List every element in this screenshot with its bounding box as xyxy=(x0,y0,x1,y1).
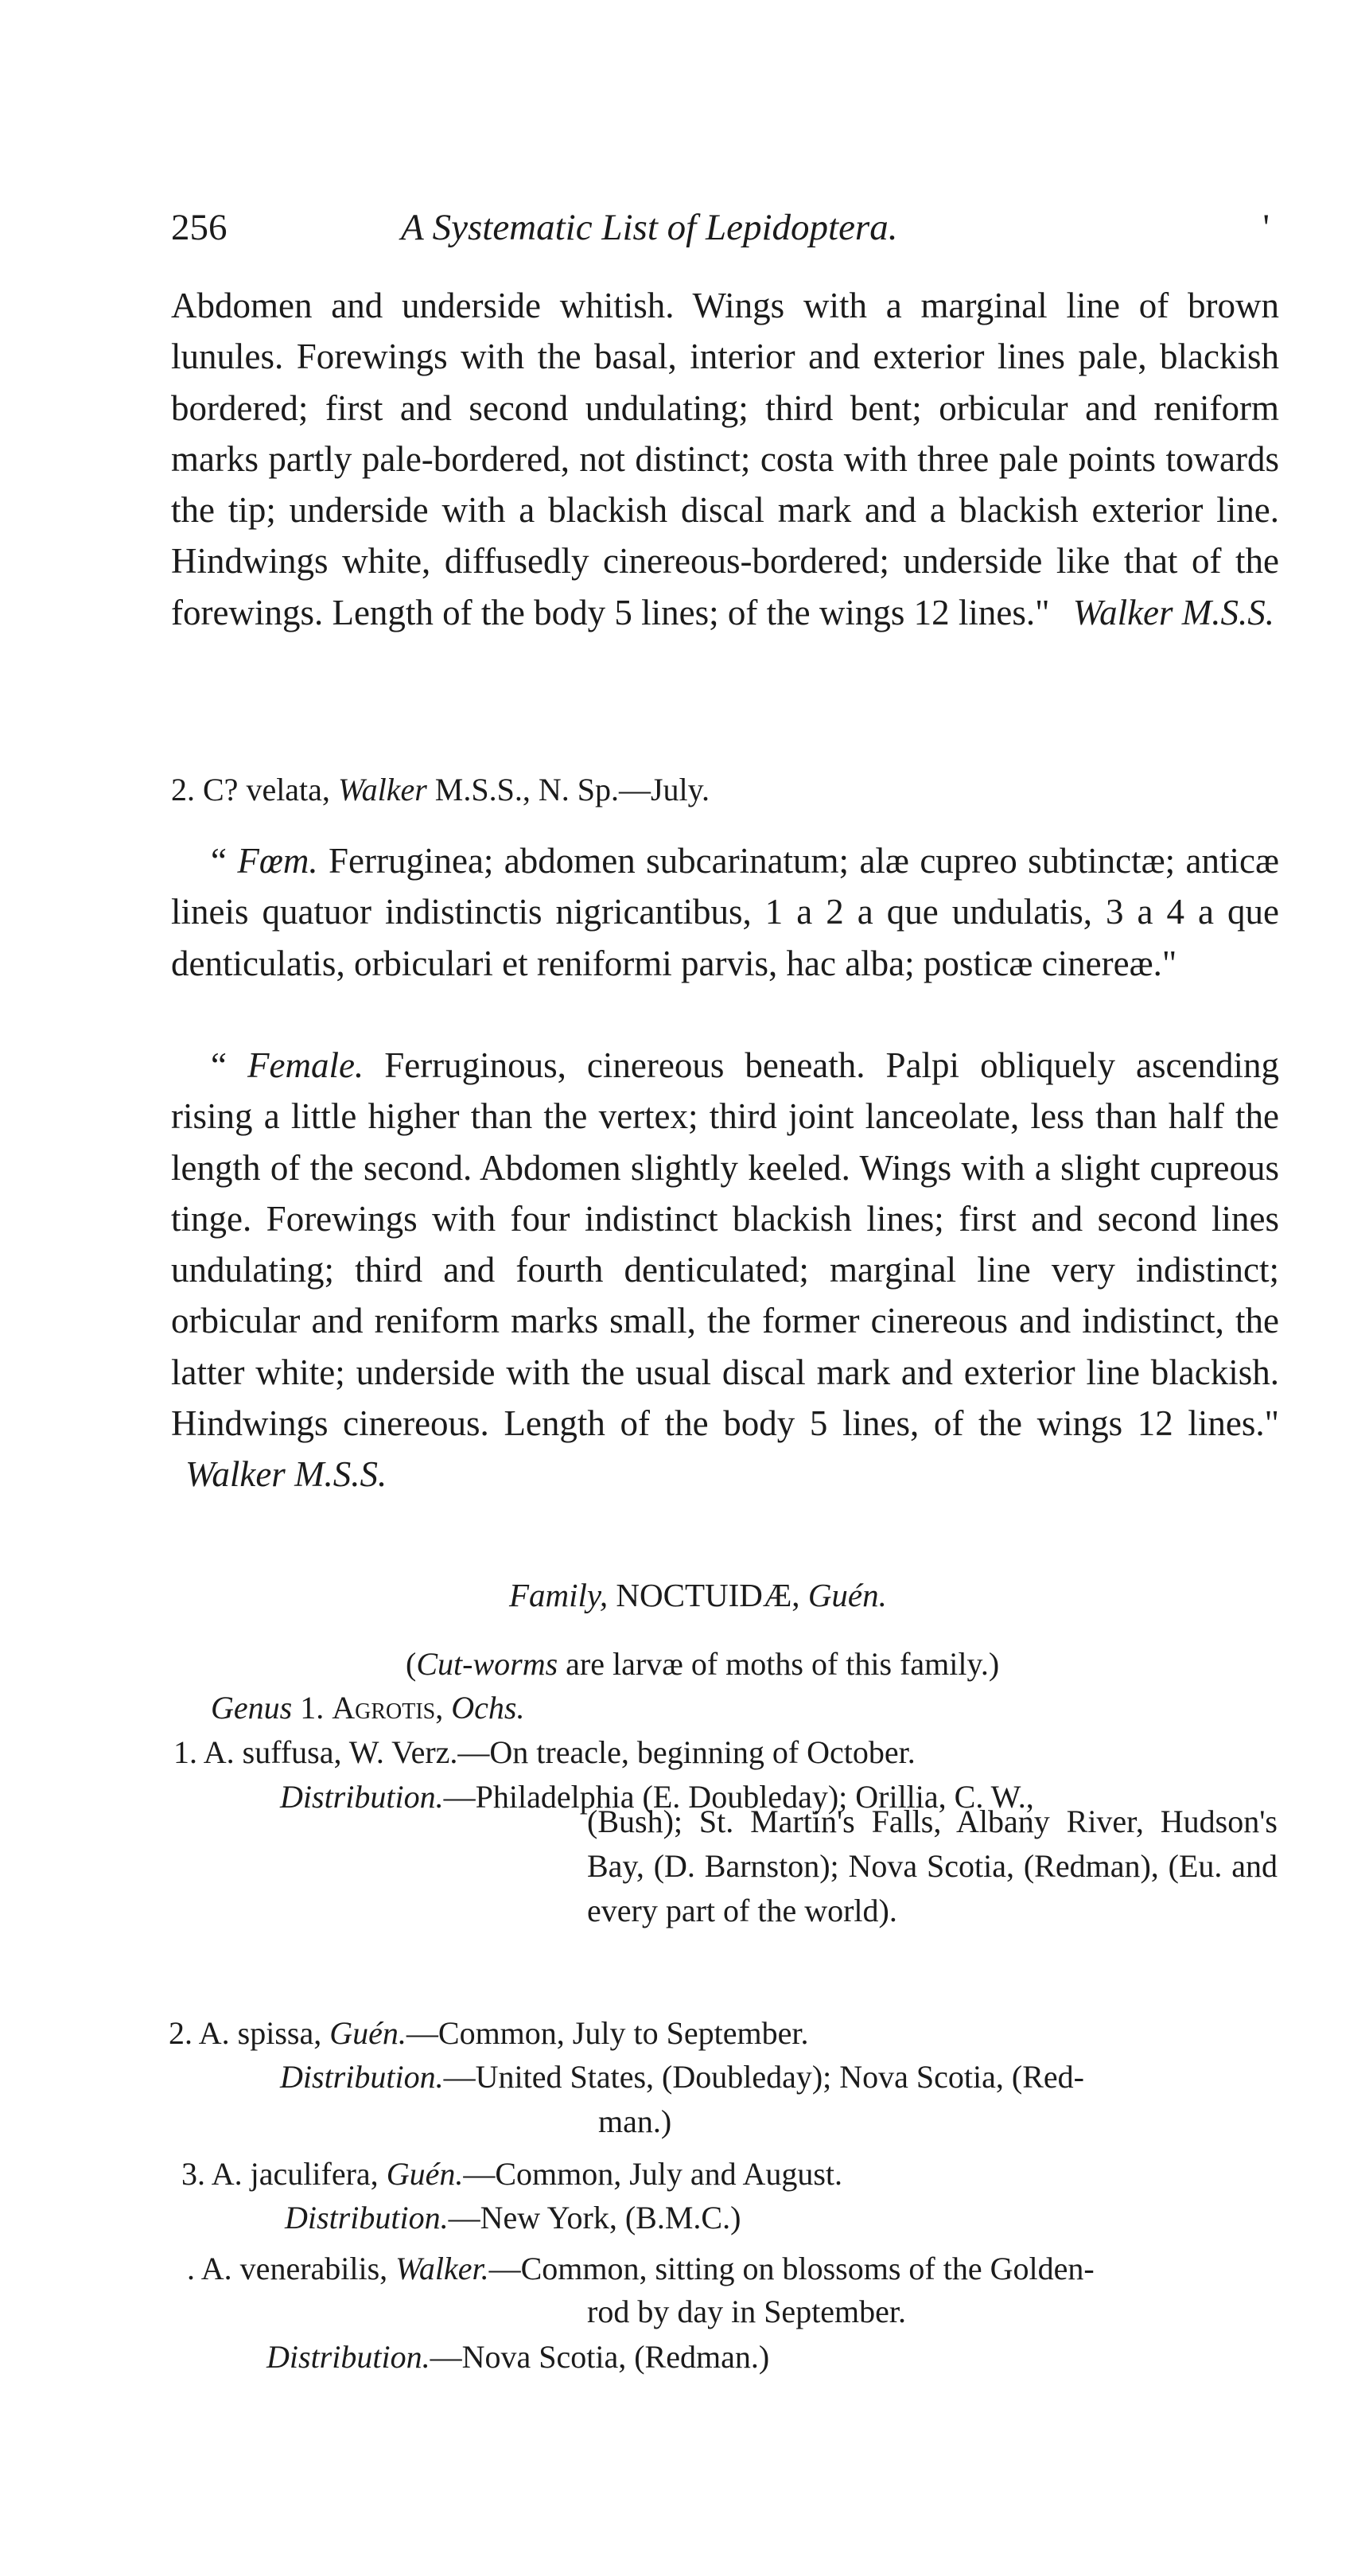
species-author: Guén. xyxy=(386,2156,464,2192)
latin-description: “ Fœm. Ferruginea; abdomen subcarinatum; alæ cupreo subtinctæ; anticæ lineis quatuor indistinctis nigricantibus, 1 a 2 a que undulatis, 3 a 4 a que denticulatis, orbiculari et reniformi parvis, hac alba; posticæ cinereæ." xyxy=(171,841,1279,983)
genus-number: 1. xyxy=(300,1690,325,1726)
species-note: —Common, July to September. xyxy=(406,2015,809,2051)
species-name: A. jaculifera, xyxy=(211,2156,379,2192)
family-note: (Cut-worms are larvæ of moths of this family.) xyxy=(406,1646,1000,1682)
english-description: “ Female. Ferruginous, cinereous beneath. Palpi obliquely ascending rising a little higher than the vertex; third joint lanceolate, less than half the length of the second. Abdomen slightly keeled. Wings with a slight cupreous tinge. Forewings with four indistinct blackish lines; first and second lines undulating; third and fourth denticulated; marginal line very indistinct; orbicular and reniform marks small, the former cinereous and indistinct, the latter white; underside with the usual discal mark and exterior line blackish. Hindwings cinereous. Length of the body 5 lines, of the wings 12 lines." Walker M.S.S. xyxy=(171,1045,1279,1495)
distribution-line xyxy=(280,2057,1084,2097)
family-author: Guén. xyxy=(807,1577,887,1613)
entry-number: 2. C? xyxy=(171,772,239,807)
species-entry xyxy=(187,2249,1095,2289)
running-header xyxy=(171,204,1278,251)
distribution-label: Distribution. xyxy=(285,2200,449,2236)
family-heading xyxy=(509,1575,887,1615)
distribution-text: —Nova Scotia, (Redman.) xyxy=(430,2339,770,2375)
entry-rest: M.S.S., N. Sp.—July. xyxy=(434,772,710,807)
species-entry xyxy=(169,2014,808,2053)
genus-author: Ochs. xyxy=(451,1690,525,1726)
family-label: Family, xyxy=(509,1577,609,1613)
species-entry xyxy=(173,1733,916,1772)
english-citation: Walker M.S.S. xyxy=(185,1454,387,1495)
distribution-label: Distribution. xyxy=(266,2339,430,2375)
note-term: Cut-worms xyxy=(416,1646,558,1682)
species-number: 2. xyxy=(169,2015,193,2051)
distribution-label: Distribution. xyxy=(280,1779,444,1815)
species-entry xyxy=(181,2154,842,2194)
latin-text: Ferruginea; abdomen subcarinatum; alæ cupreo subtinctæ; anticæ lineis quatuor indistinctis nigricantibus, 1 a 2 a que undulatis, 3 a 4 a que denticulatis, orbiculari et reniformi parvis, hac alba; posticæ cinereæ." xyxy=(171,841,1279,983)
citation: Walker M.S.S. xyxy=(1072,592,1275,632)
distribution-continuation: (Bush); St. Martin's Falls, Albany River, Hudson's Bay, (D. Barnston); Nova Scotia, (Redman), (Eu. and every part of the world). xyxy=(587,1804,1278,1928)
genus-name: Agrotis, xyxy=(332,1690,444,1726)
species-note-continuation: rod by day in September. xyxy=(587,2294,907,2329)
note-text: are larvæ of moths of this family.) xyxy=(566,1646,1000,1682)
species-number: 1. xyxy=(173,1734,197,1770)
page-number: 256 xyxy=(171,207,228,248)
description-paragraph-1 xyxy=(171,280,1279,638)
species-note: —Common, July and August. xyxy=(463,2156,843,2192)
distribution-text: —Philadelphia (E. Doubleday); Orillia, C. W., xyxy=(443,1779,1034,1815)
english-text: Ferruginous, cinereous beneath. Palpi obliquely ascending rising a little higher than the vertex; third joint lanceolate, less than half the length of the second. Abdomen slightly keeled. Wings with a slight cupreous tinge. Forewings with four indistinct blackish lines; first and second lines undulating; third and fourth denticulated; marginal line very indistinct; orbicular and reniform marks small, the former cinereous and indistinct, the latter white; underside with the usual discal mark and exterior line blackish. Hindwings cinereous. Length of the body 5 lines, of the wings 12 lines." xyxy=(171,1045,1279,1444)
distribution-line xyxy=(266,2337,769,2377)
genus-heading xyxy=(211,1688,524,1728)
species-entry-heading xyxy=(171,770,710,810)
stray-mark: ' xyxy=(1262,207,1270,248)
latin-sex: Fœm. xyxy=(237,841,318,881)
family-name: NOCTUIDÆ, xyxy=(616,1577,800,1613)
running-title: A Systematic List of Lepidoptera. xyxy=(401,207,898,248)
species-note: —On treacle, beginning of October. xyxy=(457,1734,916,1770)
species-name: A. venerabilis, xyxy=(200,2251,388,2286)
species-number: 3. xyxy=(181,2156,205,2192)
distribution-text: —United States, (Doubleday); Nova Scotia, (Red- xyxy=(443,2059,1084,2095)
distribution-label: Distribution. xyxy=(280,2059,444,2095)
genus-label: Genus xyxy=(211,1690,293,1726)
species-name: A. spissa, xyxy=(198,2015,322,2051)
entry-author: Walker xyxy=(337,772,427,807)
species-number: . xyxy=(187,2251,195,2286)
species-author: Guén. xyxy=(329,2015,406,2051)
description-text: Abdomen and underside whitish. Wings with a marginal line of brown lunules. Forewings with the basal, interior and exterior lines pale, blackish bordered; first and second undulating; third bent; orbicular and reniform marks partly pale-bordered, not distinct; costa with three pale points towards the tip; underside with a blackish discal mark and a blackish exterior line. Hindwings white, diffusedly cinereous-bordered; underside like that of the forewings. Length of the body 5 lines; of the wings 12 lines." xyxy=(171,286,1279,632)
entry-name: velata, xyxy=(246,772,330,807)
species-name: A. suffusa, W. Verz. xyxy=(203,1734,458,1770)
species-author: Walker. xyxy=(395,2251,489,2286)
distribution-continuation: man.) xyxy=(598,2103,672,2139)
english-sex: Female. xyxy=(247,1045,364,1085)
distribution-text: —New York, (B.M.C.) xyxy=(448,2200,741,2236)
distribution-line xyxy=(285,2198,741,2238)
species-note: —Common, sitting on blossoms of the Golden- xyxy=(488,2251,1095,2286)
